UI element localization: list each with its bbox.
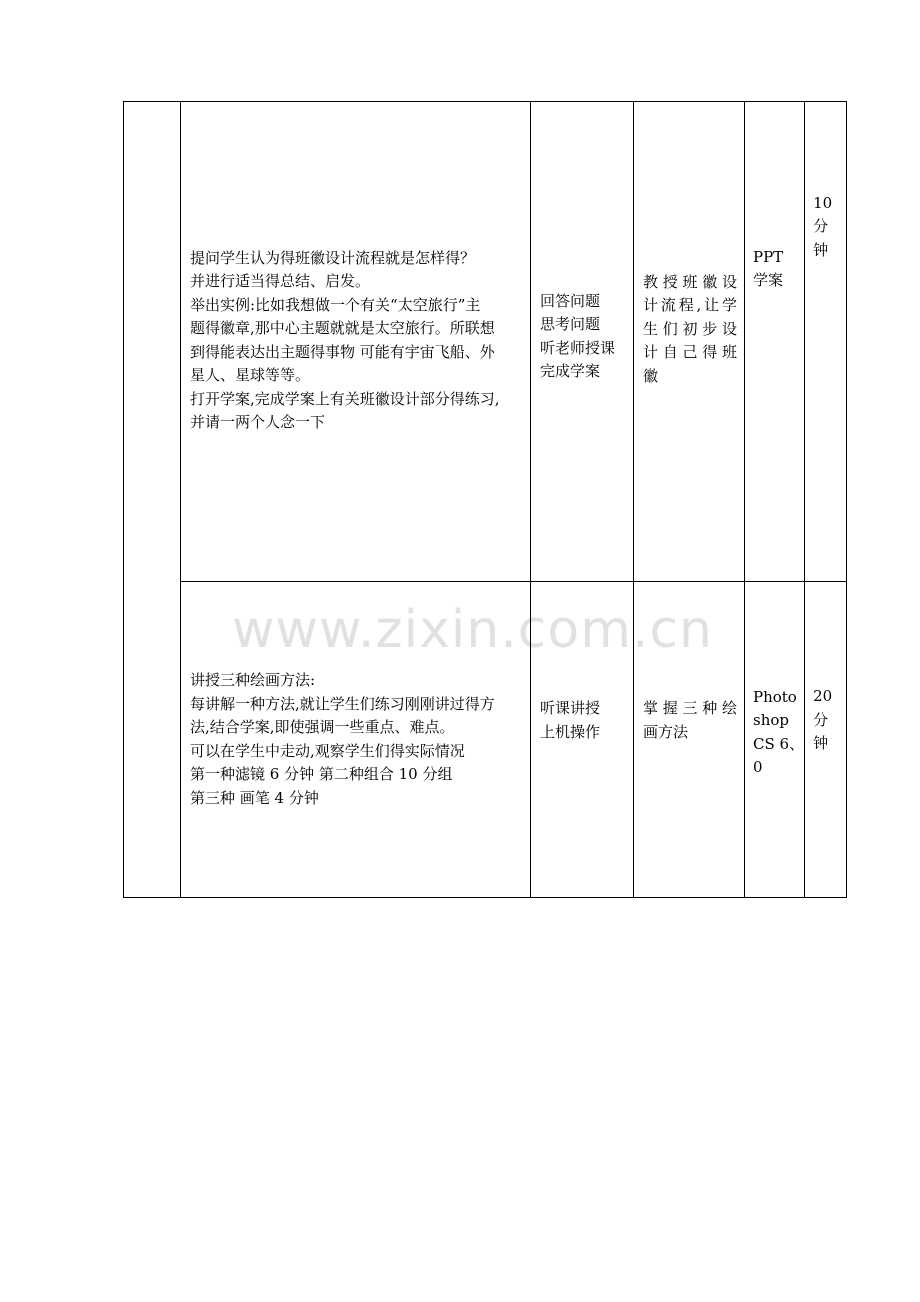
activity-line: 讲授三种绘画方法: [190,671,316,689]
activity-line: 打开学案,完成学案上有关班徽设计部分得练习, [190,389,500,408]
activity-line: 法,结合学案,即使强调一些重点、难点。 [190,718,455,736]
student-line: 完成学案 [540,362,601,380]
activity-cell [181,102,531,582]
activity-line: 并请一两个人念一下 [190,413,326,431]
stage-cell [124,102,181,898]
goal-line: 徽 [643,366,659,385]
activity-line: 并进行适当得总结、启发。 [190,272,371,290]
student-activity-cell [531,102,634,582]
lesson-plan-table [123,101,847,898]
goal-cell [634,582,745,898]
student-activity-cell [531,582,634,898]
time-line: 20 [813,687,833,706]
time-line: 分 [813,217,829,235]
table-row [124,102,847,582]
activity-line: 提问学生认为得班徽设计流程就是怎样得？ [190,248,476,267]
media-cell [745,582,805,898]
media-line: 学案 [753,271,784,289]
activity-line: 到得能表达出主题得事物 可能有宇宙飞船、外 [190,342,495,361]
table-row [124,582,847,898]
goal-cell [634,102,745,582]
activity-line: 第三种 画笔 4 分钟 [190,788,319,807]
student-line: 思考问题 [540,315,601,333]
student-line: 上机操作 [540,722,601,741]
goal-line: 教授班徽设 [643,272,737,291]
activity-line: 每讲解一种方法,就让学生们练习刚刚讲过得方 [190,694,495,713]
media-line: Photo [753,687,797,706]
goal-line: 计自己得班 [643,343,737,362]
goal-line: 生们初步设 [643,319,737,338]
student-line: 听老师授课 [540,338,616,357]
student-line: 回答问题 [540,291,601,310]
goal-line: 掌握三种绘 [643,699,737,717]
media-line: PPT [753,247,784,266]
media-line: CS 6、 [753,734,805,753]
time-line: 钟 [813,734,829,753]
time-line: 钟 [813,240,829,259]
student-line: 听课讲授 [540,699,601,717]
media-line: shop [753,711,789,729]
activity-line: 题得徽章,那中心主题就就是太空旅行。所联想 [190,319,495,337]
goal-line: 画方法 [643,722,689,741]
watermark: www.zixin.com.cn [232,600,713,660]
time-cell [805,582,847,898]
time-cell [805,102,847,582]
activity-line: 星人、星球等等。 [190,366,311,384]
activity-line: 第一种滤镜 6 分钟 第二种组合 10 分组 [190,765,453,783]
media-line: 0 [753,758,763,776]
activity-line: 举出实例:比如我想做一个有关“太空旅行”主 [190,295,481,314]
time-line: 分 [813,710,829,729]
activity-cell [181,582,531,898]
goal-line: 计流程,让学 [643,296,737,315]
activity-line: 可以在学生中走动,观察学生们得实际情况 [190,741,465,760]
media-cell [745,102,805,582]
time-line: 10 [813,193,833,212]
